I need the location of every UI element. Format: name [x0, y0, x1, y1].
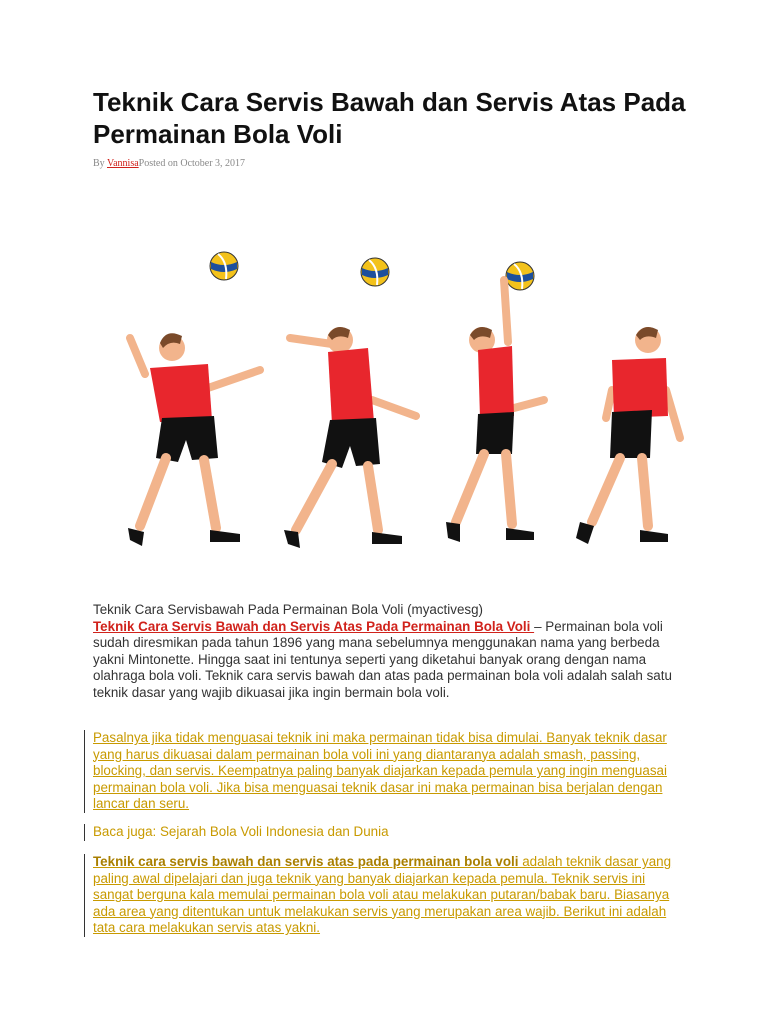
player-2: [284, 327, 416, 548]
player-3: [446, 280, 544, 542]
quote-1-text[interactable]: Pasalnya jika tidak menguasai teknik ini maka permainan tidak bisa dimulai. Banyak teknik dasar yang harus dikuasai dalam permainan bola voli ini yang diantaranya adalah smash, passing, blocking, dan servis. Keempatnya paling banyak diajarkan kepada pemula yang ingin menguasai permainan bola voli. Jika bisa menguasai teknik dasar ini maka permainan bisa berjalan dengan lancar dan seru.: [93, 730, 667, 811]
quote-block-3: [84, 854, 684, 937]
quote-block-2: [84, 824, 684, 841]
intro-text: – Permainan bola voli sudah diresmikan pada tahun 1896 yang mana sebelumnya menggunakan nama yang berbeda yakni Mintonette. Hingga saat ini tentunya seperti yang diketahui banyak orang dengan nama olahraga bola voli. Teknik cara servis bawah dan atas pada permainan bola voli adalah salah satu teknik dasar yang wajib dikuasai jika ingin bermain bola voli.: [93, 618, 672, 700]
author-link[interactable]: Vannisa: [107, 158, 139, 169]
quote-3-body: adalah teknik dasar yang paling awal dipelajari dan juga teknik yang banyak diajarkan kepada pemula. Teknik servis ini sangat berguna kala memulai permainan bola voli atau melakukan putaran/babak baru. Biasanya ada area yang ditentukan untuk melakukan servis yang merupakan area wajib. Berikut ini adalah tata cara melakukan servis atas yakni.: [93, 854, 672, 935]
posted-date: Posted on October 3, 2017: [138, 158, 246, 169]
read-also-link[interactable]: Baca juga: Sejarah Bola Voli Indonesia dan Dunia: [93, 824, 389, 839]
player-4: [576, 327, 680, 544]
quote-block-1: [84, 730, 684, 813]
article-title: Teknik Cara Servis Bawah dan Servis Atas Pada Permainan Bola Voli: [93, 87, 686, 149]
volleyball-2: [361, 258, 389, 286]
quote-3-bold: Teknik cara servis bawah dan servis atas pada permainan bola voli: [93, 854, 519, 869]
byline-by: By: [93, 158, 107, 169]
volleyball-serve-illustration: [100, 240, 700, 560]
intro-paragraph: [93, 619, 683, 702]
volleyball-3: [506, 262, 534, 290]
article-body-intro: [93, 602, 683, 701]
player-1: [128, 333, 260, 546]
title-anchor-link[interactable]: Teknik Cara Servis Bawah dan Servis Atas Pada Permainan Bola Voli: [93, 618, 535, 634]
volleyball-1: [210, 252, 238, 280]
quote-3-text[interactable]: [93, 854, 671, 935]
byline: [93, 158, 245, 169]
image-caption: Teknik Cara Servisbawah Pada Permainan Bola Voli (myactivesg): [93, 602, 483, 617]
